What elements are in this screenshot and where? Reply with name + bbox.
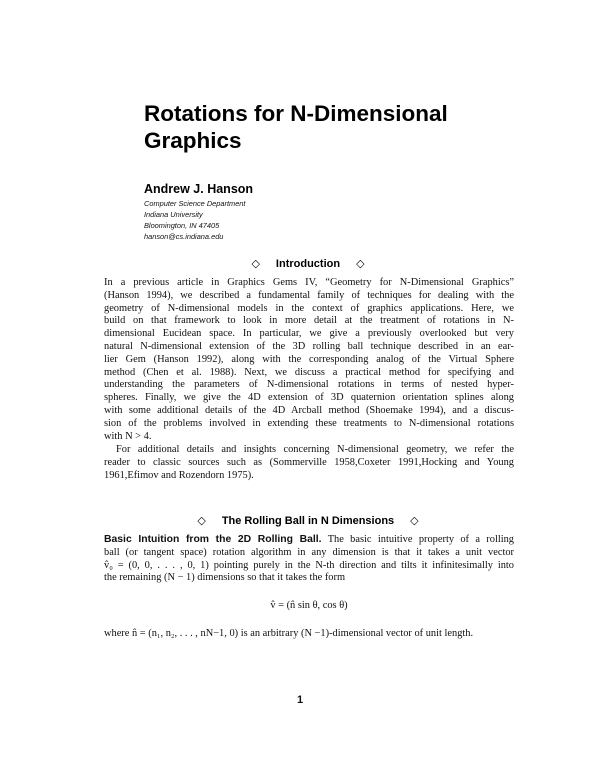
introduction-paragraph-2 bbox=[104, 444, 514, 482]
text-line: (Hanson 1994), we described a fundamental family of techniques for dealing with the bbox=[104, 289, 514, 301]
text-line: the remaining (N − 1) dimensions so that it takes the form bbox=[104, 572, 346, 584]
text-line: reader to classic sources such as (Sommerville 1958,Coxeter 1991,Hocking and Young bbox=[104, 456, 514, 468]
text-line: where n̂ = (n₁, n₂, . . . , nN−1, 0) is an arbitrary (N −1)-dimensional vector of unit length. bbox=[104, 628, 474, 639]
diamond-icon: ◇ bbox=[356, 257, 365, 270]
title-line-2: Graphics bbox=[144, 128, 242, 153]
text-line bbox=[104, 534, 514, 547]
section-heading-rolling-ball bbox=[104, 514, 512, 527]
text-line: method (Chen et al. 1988). Next, we discuss a practical method for specifying and bbox=[104, 366, 514, 378]
text-line: understanding the parameters of N-dimensional rotations in terms of nested hyper- bbox=[104, 379, 514, 391]
text-line: with some additional details of the 4D Arcball method (Shoemake 1994), and a discus- bbox=[104, 404, 514, 416]
introduction-paragraph-1 bbox=[104, 277, 514, 443]
affiliation-line: Indiana University bbox=[144, 210, 203, 219]
text-line: lier Gem (Hanson 1992), along with the corresponding analog of the Virtual Sphere bbox=[104, 353, 514, 365]
text-line: with N > 4. bbox=[104, 430, 152, 442]
rolling-ball-paragraph bbox=[104, 534, 514, 585]
author-email[interactable]: hanson@cs.indiana.edu bbox=[144, 232, 224, 241]
title-line-1: Rotations for N-Dimensional bbox=[144, 101, 448, 126]
text-line: natural N-dimensional extension of the 3D rolling ball technique described in an ear- bbox=[104, 340, 514, 352]
text-line: v̂₀ = (0, 0, . . . , 0, 1) pointing purely in the N-th direction and tilts it infinitesimally into bbox=[104, 559, 514, 571]
text-line: build on that framework to look in more detail at the treatment of rotations in N- bbox=[104, 315, 514, 327]
author-name: Andrew J. Hanson bbox=[144, 182, 254, 196]
section-title: Introduction bbox=[275, 258, 341, 270]
text-line: In a previous article in Graphics Gems IV, “Geometry for N-Dimensional Graphics” bbox=[104, 277, 514, 288]
text-line: ball (or tangent space) rotation algorithm in any dimension is that it takes a unit vector bbox=[104, 546, 514, 558]
text-line: sion of the problems involved in extending these treatments to N-dimensional rotations bbox=[104, 417, 514, 429]
text-line: 1961,Efimov and Rozendorn 1975). bbox=[104, 469, 254, 481]
text-line: geometry of N-dimensional models in the context of graphics applications. Here, we bbox=[104, 302, 514, 314]
author-affiliation bbox=[144, 198, 245, 242]
diamond-icon: ◇ bbox=[197, 514, 206, 527]
equation: v̂ = (n̂ sin θ, cos θ) bbox=[270, 600, 348, 611]
text-line: spheres. Finally, we give the 4D extension of 3D quaternion orientation splines along bbox=[104, 392, 514, 404]
text-line: For additional details and insights concerning N-dimensional geometry, we refer the bbox=[116, 444, 514, 455]
diamond-icon: ◇ bbox=[251, 257, 260, 270]
text-line: dimensional Eucidean space. In particular, we give a previously overlooked but very bbox=[104, 328, 514, 340]
affiliation-line: Bloomington, IN 47405 bbox=[144, 221, 220, 230]
runin-heading: Basic Intuition from the 2D Rolling Ball. bbox=[104, 534, 322, 545]
section-heading-introduction bbox=[104, 257, 512, 270]
text-span: The basic intuitive property of a rolling bbox=[321, 534, 515, 545]
diamond-icon: ◇ bbox=[410, 514, 419, 527]
page-number: 1 bbox=[296, 694, 304, 706]
paper-title bbox=[144, 100, 504, 154]
section-title: The Rolling Ball in N Dimensions bbox=[221, 515, 395, 527]
affiliation-line: Computer Science Department bbox=[144, 199, 246, 208]
rolling-ball-continuation bbox=[104, 628, 514, 641]
